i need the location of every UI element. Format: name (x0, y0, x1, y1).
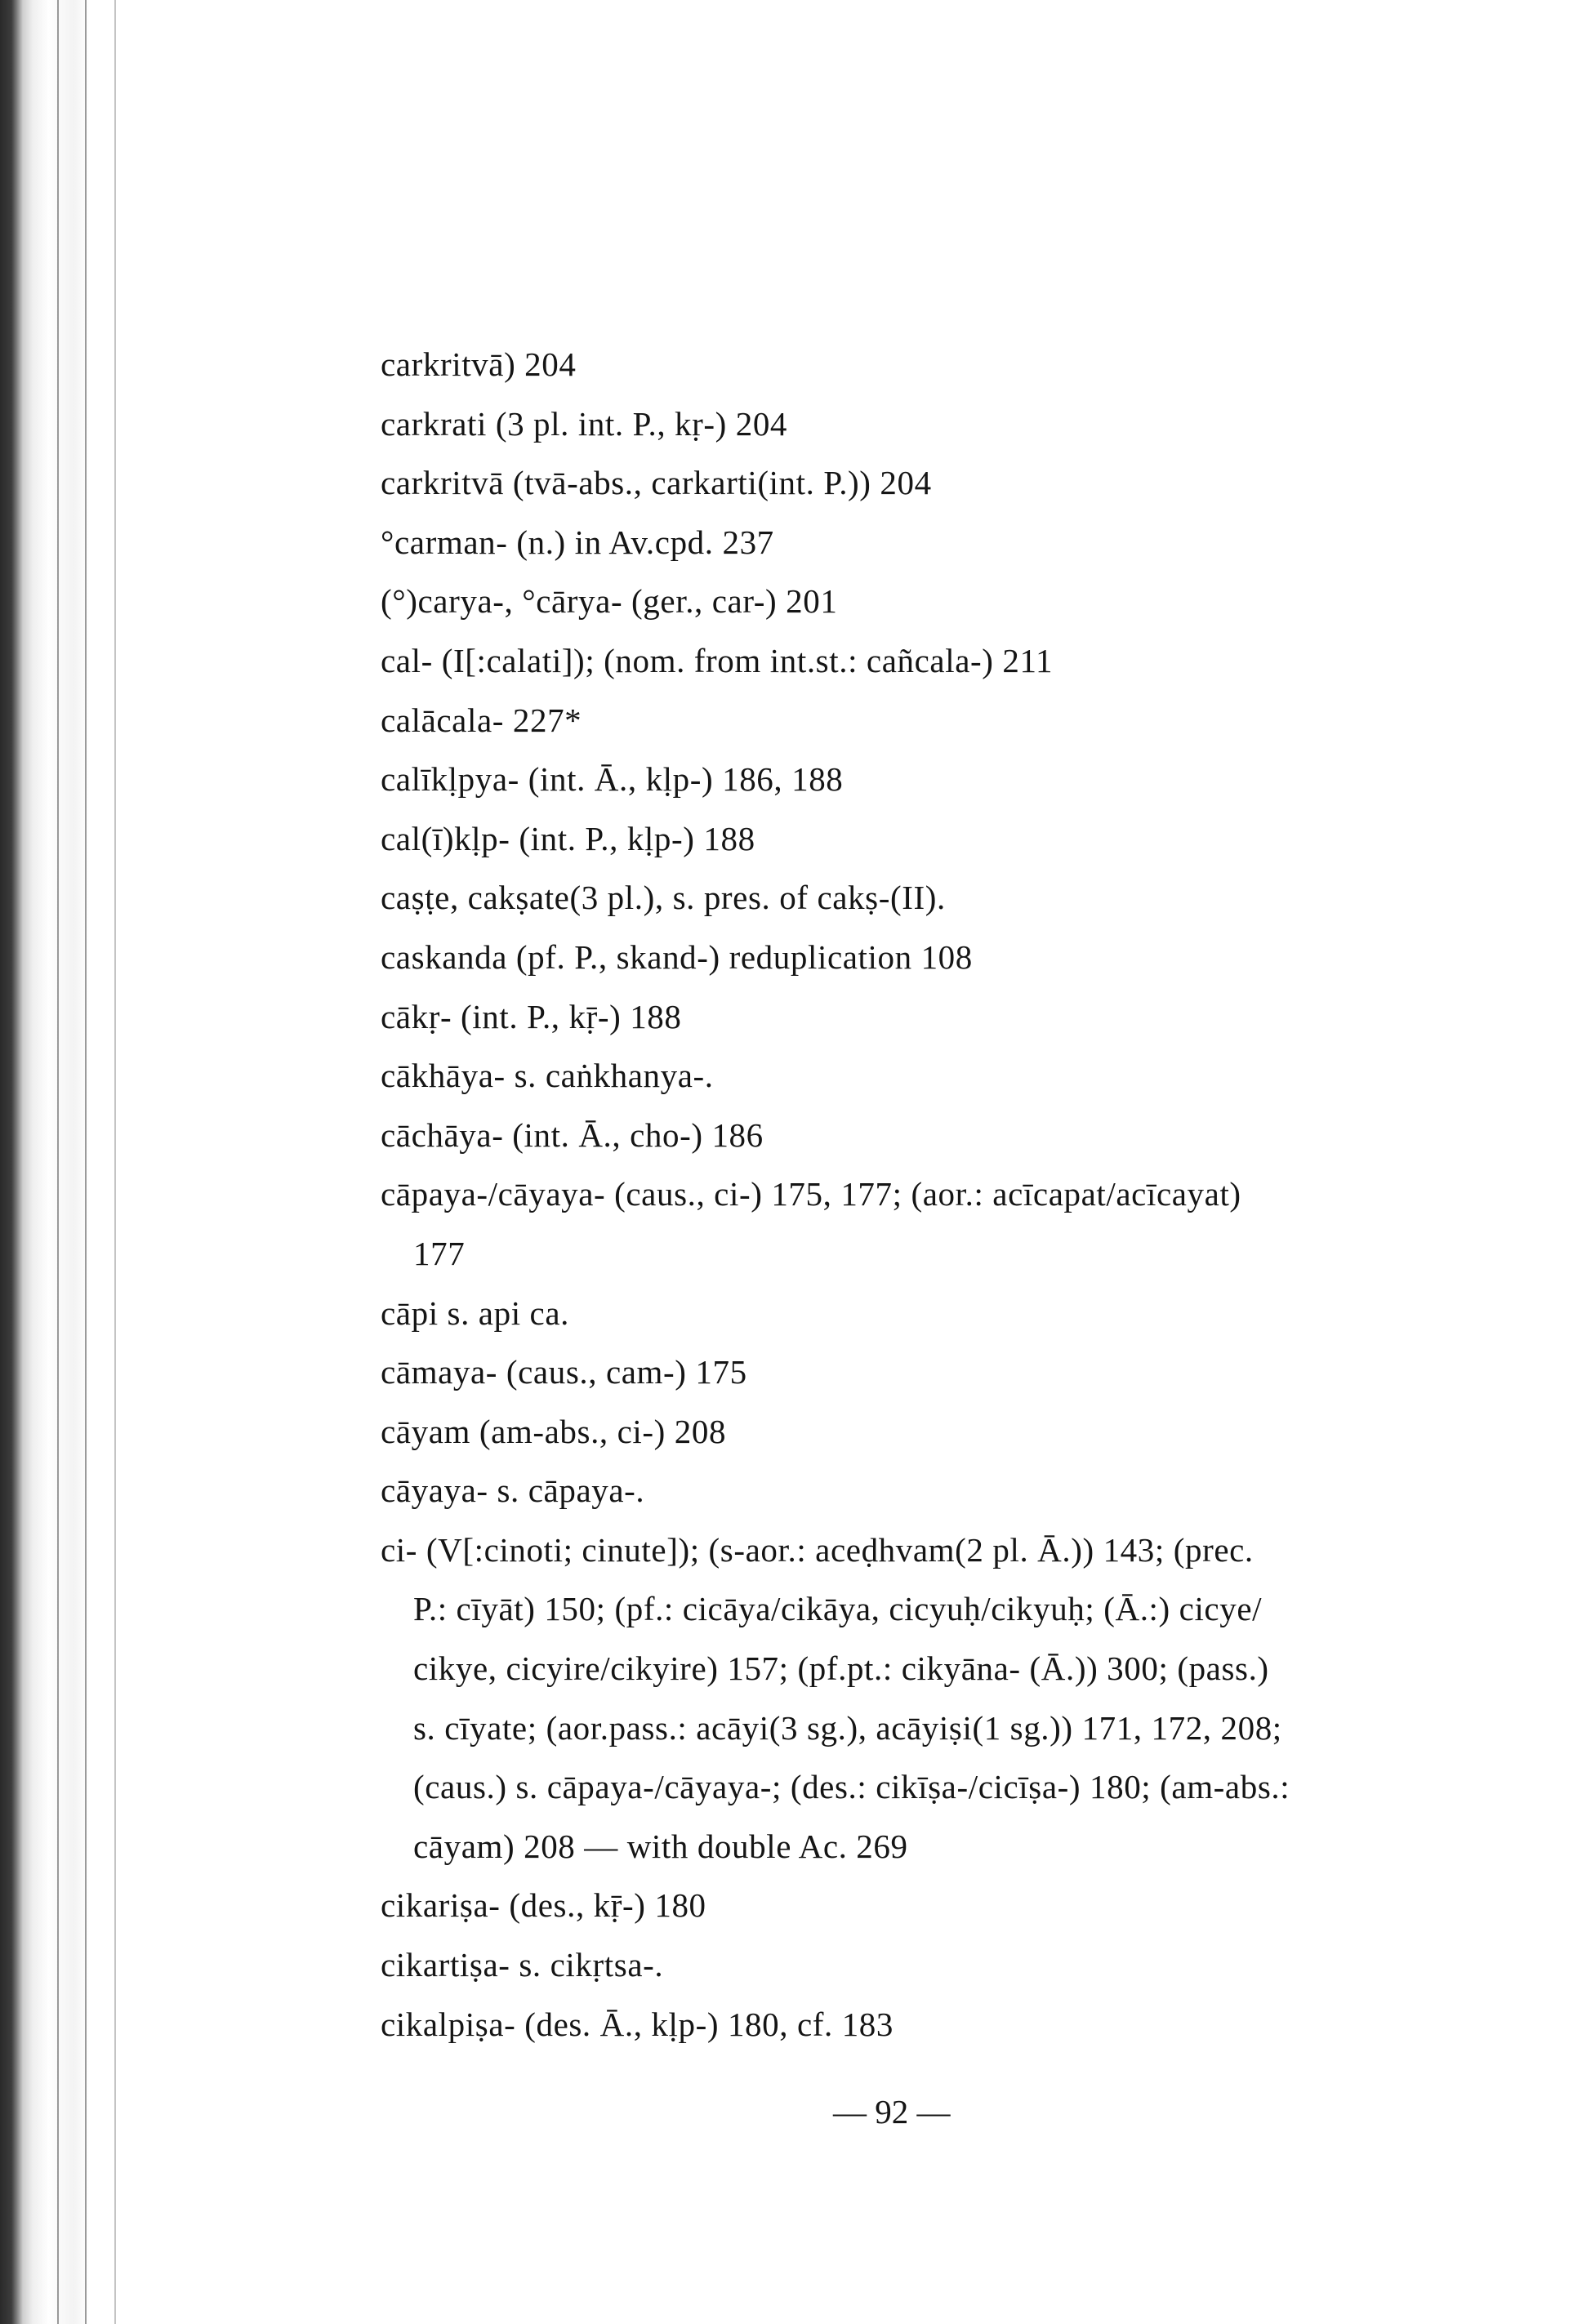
index-entry: calīkḷpya- (int. Ā., kḷp-) 186, 188 (381, 760, 844, 799)
index-entry: cākhāya- s. caṅkhanya-. (381, 1057, 714, 1095)
index-entry: cikariṣa- (des., kṝ-) 180 (381, 1886, 706, 1925)
index-entry: carkritvā (tvā-abs., carkarti(int. P.)) 204 (381, 464, 932, 502)
gutter-line (57, 0, 59, 2324)
index-entry: carkritvā) 204 (381, 345, 577, 383)
index-entries (381, 335, 1459, 2054)
index-entry-continuation: cikye, cicyire/cikyire) 157; (pf.pt.: cikyāna- (Ā.)) 300; (pass.) (413, 1650, 1269, 1688)
index-entry: ci- (V[:cinoti; cinute]); (s-aor.: aceḍhvam(2 pl. Ā.)) 143; (prec. (381, 1530, 1254, 1569)
index-entry: cāchāya- (int. Ā., cho-) 186 (381, 1115, 764, 1154)
index-entry: °carman- (n.) in Av.cpd. 237 (381, 523, 774, 561)
index-entry: cikartiṣa- s. cikṛtsa-. (381, 1946, 664, 1984)
index-entry: cāyaya- s. cāpaya-. (381, 1471, 645, 1510)
index-entry-continuation: s. cīyate; (aor.pass.: acāyi(3 sg.), acāyiṣi(1 sg.)) 171, 172, 208; (413, 1708, 1282, 1747)
index-entry: carkrati (3 pl. int. P., kṛ-) 204 (381, 404, 788, 443)
index-entry: (°)carya-, °cārya- (ger., car-) 201 (381, 582, 838, 621)
index-entry: cāmaya- (caus., cam-) 175 (381, 1353, 747, 1391)
index-entry: cal- (I[:calati]); (nom. from int.st.: cañcala-) 211 (381, 641, 1054, 679)
index-entry: cāpaya-/cāyaya- (caus., ci-) 175, 177; (aor.: acīcapat/acīcayat) (381, 1175, 1241, 1213)
page-number: — 92 — (833, 2093, 951, 2130)
scan-gutter (0, 0, 123, 2324)
index-entry: cikalpiṣa- (des. Ā., kḷp-) 180, cf. 183 (381, 2005, 894, 2043)
gutter-line (85, 0, 87, 2324)
index-entry-continuation: (caus.) s. cāpaya-/cāyaya-; (des.: cikīṣa-/cicīṣa-) 180; (am-abs.: (413, 1768, 1290, 1806)
index-entry-continuation: 177 (413, 1234, 466, 1272)
index-entry: cākṛ- (int. P., kṝ-) 188 (381, 997, 682, 1035)
index-entry: caskanda (pf. P., skand-) reduplication 108 (381, 937, 973, 976)
index-entry: cāyam (am-abs., ci-) 208 (381, 1412, 727, 1450)
index-entry: cal(ī)kḷp- (int. P., kḷp-) 188 (381, 819, 755, 857)
gutter-line (114, 0, 116, 2324)
index-entry-continuation: cāyam) 208 — with double Ac. 269 (413, 1827, 908, 1865)
index-entry: caṣṭe, cakṣate(3 pl.), s. pres. of cakṣ-(II). (381, 879, 946, 917)
index-entry: calācala- 227* (381, 701, 582, 739)
index-entry: cāpi s. api ca. (381, 1293, 569, 1332)
index-entry-continuation: P.: cīyāt) 150; (pf.: cicāya/cikāya, cicyuḥ/cikyuḥ; (Ā.:) cicye/ (413, 1590, 1263, 1628)
